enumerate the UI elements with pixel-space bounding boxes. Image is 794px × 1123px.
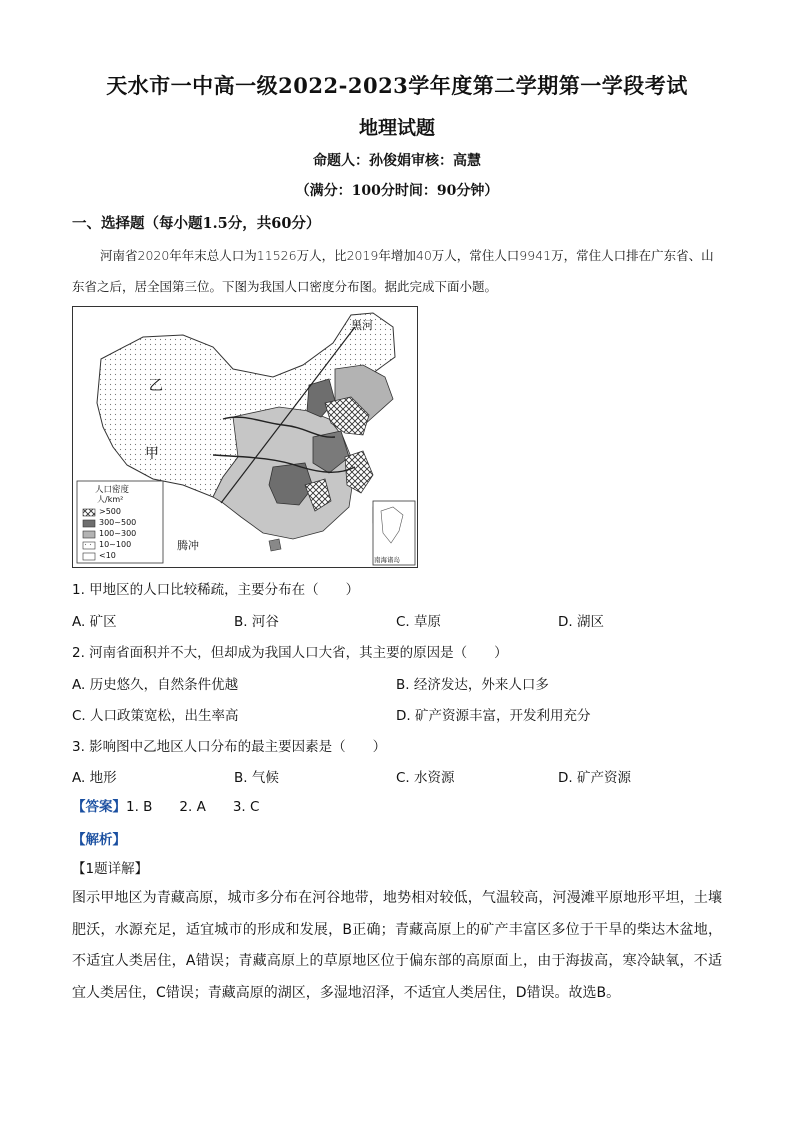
q1-option-b: B. 河谷 — [234, 614, 279, 630]
legend-label-1: >500 — [99, 507, 121, 516]
hainan — [269, 539, 281, 551]
section-heading: 一、选择题（每小题1.5分，共60分） — [72, 215, 321, 232]
legend-label-3: 100~300 — [99, 529, 137, 538]
q3-option-d: D. 矿产资源 — [558, 770, 631, 786]
legend-label-5: <10 — [99, 551, 116, 560]
q2-option-a: A. 历史悠久，自然条件优越 — [72, 677, 239, 693]
legend-swatch-2 — [83, 520, 95, 527]
detail-paragraph: 图示甲地区为青藏高原，城市多分布在河谷地带，地势相对较低，气温较高，河漫滩平原地形平坦，土壤肥沃，水源充足，适宜城市的形成和发展，B正确；青藏高原上的矿产丰富区多位于干旱的柴达木盆地，不适宜人类居住，A错误；青藏高原上的草原地区位于偏东部的高原面上，由于海拔高，寒冷缺氧，不适宜人类居住，C错误；青藏高原的湖区，多湿地沼泽，不适宜人类居住，D错误。故选B。 — [72, 890, 722, 1001]
q3-option-b: B. 气候 — [234, 770, 279, 786]
legend-unit: 人/km² — [97, 495, 124, 504]
q2-option-c: C. 人口政策宽松，出生率高 — [72, 708, 239, 724]
answer-line — [72, 795, 259, 815]
china-map-drawing — [73, 307, 417, 567]
legend-swatch-3 — [83, 531, 95, 538]
question-1-stem: 1. 甲地区的人口比较稀疏，主要分布在（ ） — [72, 582, 360, 598]
q2-option-b: B. 经济发达，外来人口多 — [396, 677, 549, 693]
subject-title: 地理试题 — [358, 117, 435, 139]
question-3-stem: 3. 影响图中乙地区人口分布的最主要因素是（ ） — [72, 739, 387, 755]
label-jia: 甲 — [145, 446, 159, 462]
population-density-map — [72, 306, 418, 568]
q3-option-a: A. 地形 — [72, 770, 117, 786]
label-yi: 乙 — [149, 378, 163, 394]
legend-swatch-1 — [83, 509, 95, 516]
answer-values: 1. B 2. A 3. C — [126, 799, 260, 815]
analysis-label: 【解析】 — [72, 832, 126, 848]
very-dense-east — [345, 451, 373, 493]
legend-label-4: 10~100 — [99, 540, 132, 549]
q1-option-c: C. 草原 — [396, 614, 442, 630]
legend-label-2: 300~500 — [99, 518, 137, 527]
q1-option-d: D. 湖区 — [558, 614, 604, 630]
q3-option-c: C. 水资源 — [396, 770, 455, 786]
detail-heading: 【1题详解】 — [72, 861, 149, 877]
inset-label: 南海诸岛 — [374, 556, 400, 564]
intro-paragraph: 河南省2020年年末总人口为11526万人，比2019年增加40万人，常住人口9941万，常住人口排在广东省、山东省之后，居全国第三位。下图为我国人口密度分布图。据此完成下面小题。 — [72, 248, 714, 294]
q1-option-a: A. 矿区 — [72, 614, 117, 630]
legend-swatch-4 — [83, 542, 95, 549]
legend-title: 人口密度 — [95, 485, 130, 495]
legend-swatch-5 — [83, 553, 95, 560]
label-tengchong: 腾冲 — [177, 539, 199, 552]
answer-label: 【答案】 — [72, 799, 126, 815]
label-heihe: 黑河 — [351, 319, 373, 332]
exam-title: 天水市一中高一级2022-2023学年度第二学期第一学段考试 — [106, 73, 688, 98]
q2-option-d: D. 矿产资源丰富，开发利用充分 — [396, 708, 591, 724]
score-time-line: （满分：100分时间：90分钟） — [295, 183, 499, 199]
authors-line: 命题人：孙俊娟审核：高慧 — [313, 153, 481, 169]
question-2-stem: 2. 河南省面积并不大，但却成为我国人口大省，其主要的原因是（ ） — [72, 645, 508, 661]
